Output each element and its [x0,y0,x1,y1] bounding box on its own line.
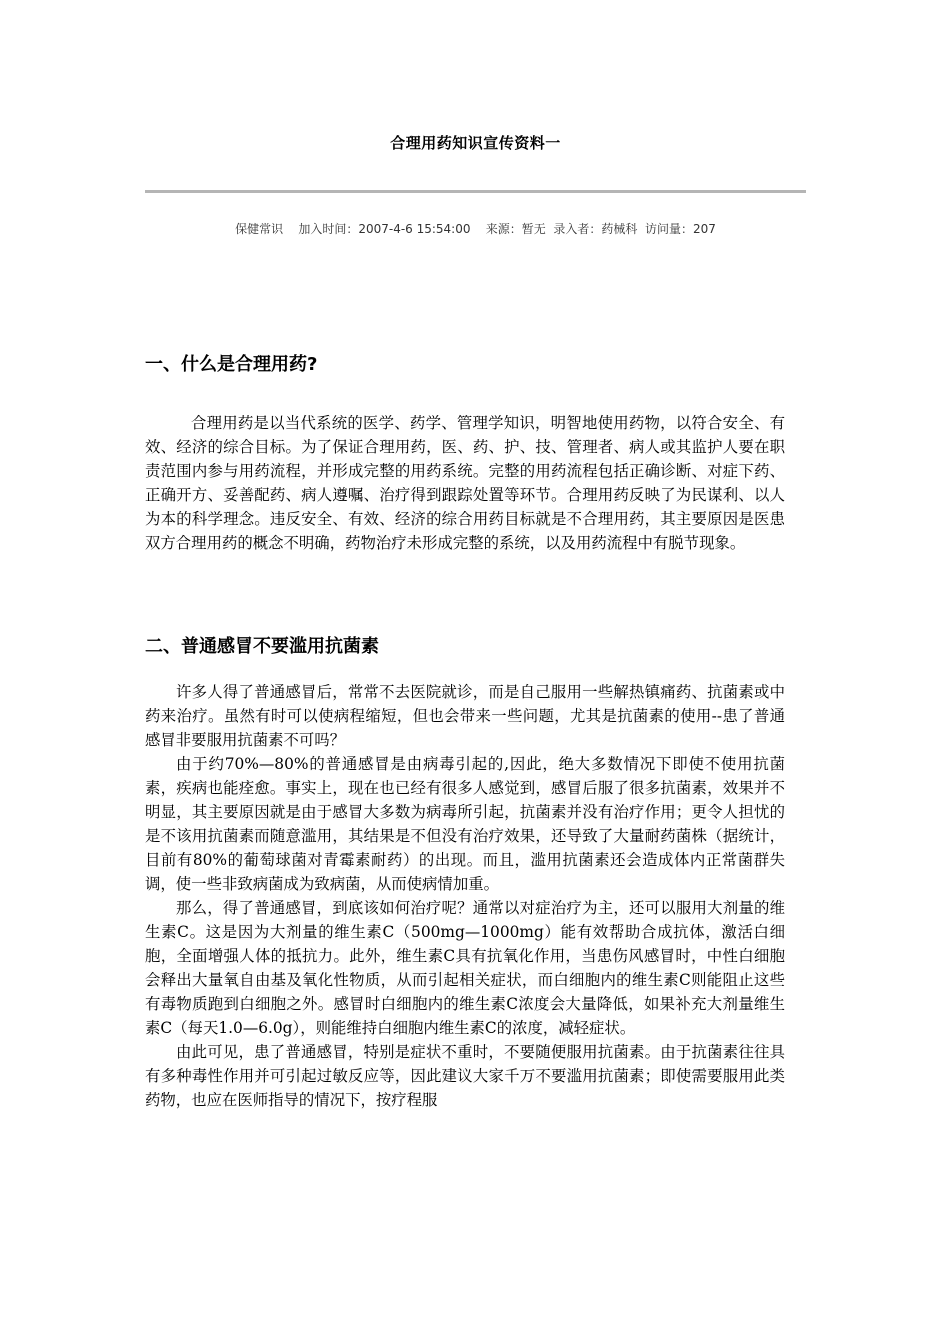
section-heading-1: 一、什么是合理用药? [145,354,318,375]
paragraph: 由此可见，患了普通感冒，特别是症状不重时，不要随便服用抗菌素。由于抗菌素往往具有多种毒性作用并可引起过敏反应等，因此建议大家千万不要滥用抗菌素；即使需要服用此类药物，也应在医师指导的情况下，按疗程服 [145,1043,785,1109]
article-meta: 保健常识 加入时间：2007-4-6 15:54:00 来源：暂无 录入者：药械科 访问量：207 [235,222,716,236]
paragraph: 那么，得了普通感冒，到底该如何治疗呢？通常以对症治疗为主，还可以服用大剂量的维生素C。这是因为大剂量的维生素C（500mg—1000mg）能有效帮助合成抗体，激活白细胞，全面增强人体的抵抗力。此外，维生素C具有抗氧化作用，当患伤风感冒时，中性白细胞会释出大量氧自由基及氧化性物质，从而引起相关症状，而白细胞内的维生素C则能阻止这些有毒物质跑到白细胞之外。感冒时白细胞内的维生素C浓度会大量降低，如果补充大剂量维生素C（每天1.0—6.0g），则能维持白细胞内维生素C的浓度，减轻症状。 [145,899,785,1037]
section-heading-2: 二、普通感冒不要滥用抗菌素 [145,636,379,657]
section-body-1 [145,411,785,555]
paragraph: 合理用药是以当代系统的医学、药学、管理学知识，明智地使用药物，以符合安全、有效、经济的综合目标。为了保证合理用药，医、药、护、技、管理者、病人或其监护人要在职责范围内参与用药流程，并形成完整的用药系统。完整的用药流程包括正确诊断、对症下药、正确开方、妥善配药、病人遵嘱、治疗得到跟踪处置等环节。合理用药反映了为民谋利、以人为本的科学理念。违反安全、有效、经济的综合用药目标就是不合理用药，其主要原因是医患双方合理用药的概念不明确，药物治疗未形成完整的系统，以及用药流程中有脱节现象。 [145,414,785,552]
paragraph: 许多人得了普通感冒后，常常不去医院就诊，而是自己服用一些解热镇痛药、抗菌素或中药来治疗。虽然有时可以使病程缩短，但也会带来一些问题，尤其是抗菌素的使用--患了普通感冒非要服用抗菌素不可吗？ [145,683,785,749]
paragraph: 由于约70%—80%的普通感冒是由病毒引起的,因此，绝大多数情况下即使不使用抗菌素，疾病也能痊愈。事实上，现在也已经有很多人感觉到，感冒后服了很多抗菌素，效果并不明显，其主要原因就是由于感冒大多数为病毒所引起，抗菌素并没有治疗作用；更令人担忧的是不该用抗菌素而随意滥用，其结果是不但没有治疗效果，还导致了大量耐药菌株（据统计，目前有80%的葡萄球菌对青霉素耐药）的出现。而且，滥用抗菌素还会造成体内正常菌群失调，使一些非致病菌成为致病菌，从而使病情加重。 [145,755,785,893]
title-divider [145,190,806,193]
section-body-2 [145,680,785,1112]
document-title: 合理用药知识宣传资料一 [390,134,561,152]
